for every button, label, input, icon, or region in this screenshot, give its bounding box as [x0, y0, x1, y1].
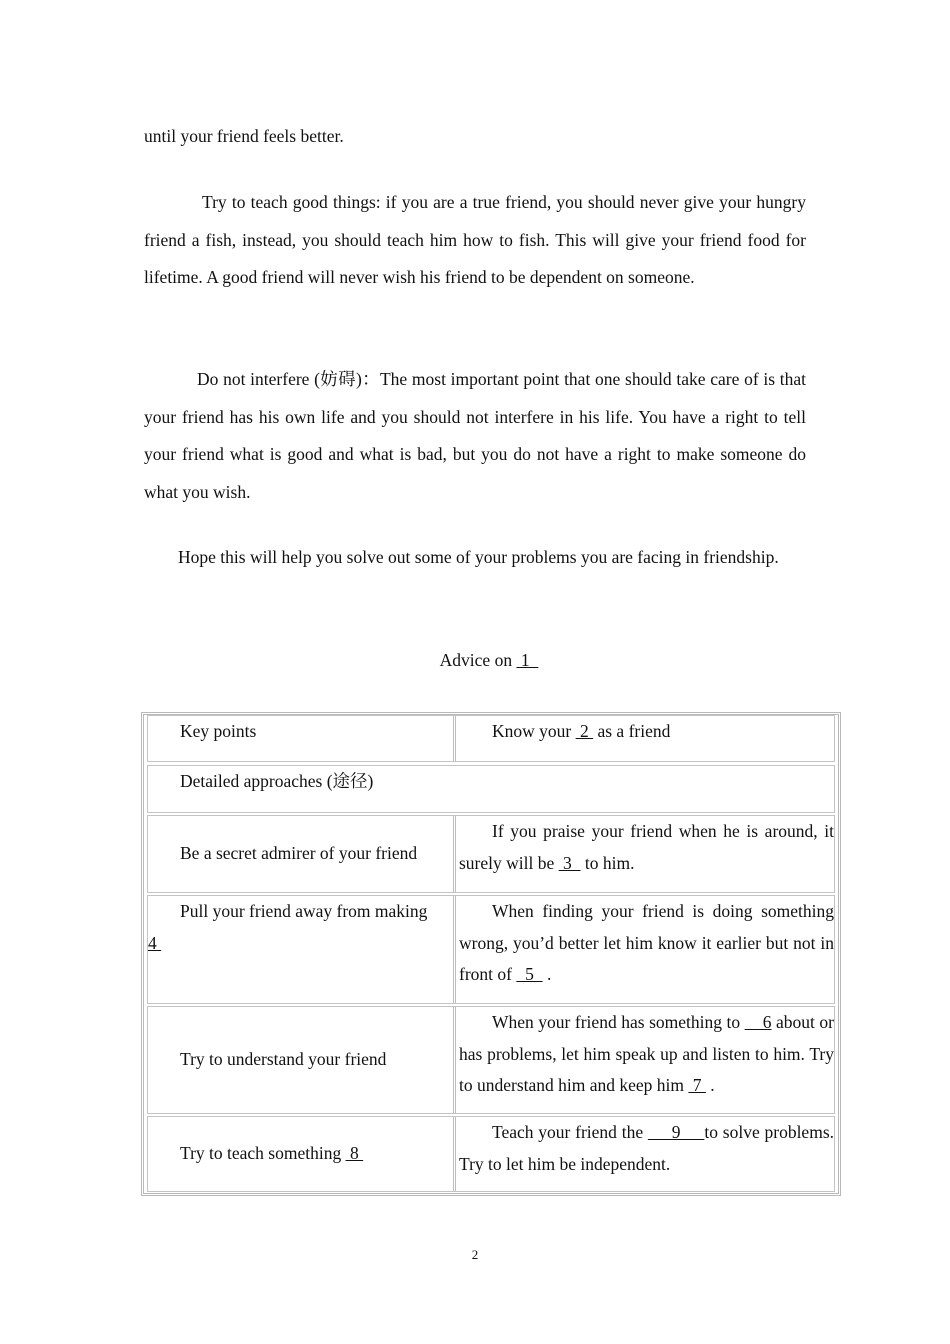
blank-7: 7: [688, 1075, 706, 1095]
table-row-secret-admirer: [147, 815, 835, 893]
cell-text: Be a secret admirer of your friend: [180, 843, 418, 864]
cell-understand-friend: [148, 1007, 456, 1113]
paragraph-continuation: until your friend feels better.: [144, 126, 344, 146]
paragraph-teach-good-things: Try to teach good things: if you are a true friend, you should never give your hungry friend a fish, instead, you should teach him how to fish. This will give your friend food for lifetime. A good friend will never wish his friend to be dependent on someone.: [144, 192, 806, 287]
advice-table: [141, 712, 841, 1196]
table-row-teach-something: [147, 1116, 835, 1192]
table-title: [0, 642, 950, 679]
cell-text: .: [705, 1075, 715, 1095]
cell-text: Teach your friend the: [492, 1122, 648, 1142]
title-blank-1: 1: [516, 650, 539, 670]
cell-teach-friend: [459, 1117, 834, 1191]
blank-6: 6: [744, 1012, 772, 1032]
cell-text: to him.: [580, 852, 635, 873]
blank-4: 4: [148, 932, 162, 953]
cell-detailed-approaches: [148, 766, 834, 812]
blank-8: 8: [345, 1143, 364, 1164]
cell-secret-admirer: [148, 816, 456, 892]
table-row-key-points: [147, 715, 835, 762]
blank-5: 5: [516, 964, 543, 984]
table-row-detailed-approaches: [147, 765, 835, 813]
paragraph-closing: Hope this will help you solve out some of your problems you are facing in friendship.: [178, 547, 779, 567]
cell-text: as a friend: [593, 721, 671, 741]
cell-text: to solve problems. Try to let him be independent.: [459, 1122, 834, 1174]
cell-text: If you praise your friend when he is around, it surely will be: [459, 821, 834, 873]
cell-key-points: [148, 716, 456, 761]
cell-speak-up: [459, 1007, 834, 1113]
cell-text: Detailed approaches (途径): [180, 771, 374, 791]
blank-9: 9: [647, 1122, 705, 1142]
cell-text: When your friend has something to: [492, 1012, 745, 1032]
cell-teach-something: [148, 1117, 456, 1191]
table-row-pull-away: [147, 895, 835, 1004]
cell-text: Know your: [492, 721, 576, 741]
paragraph-do-not-interfere: Do not interfere (妨碍)：The most important point that one should take care of is that your friend has his own life and you should not interfere in his life. You have a right to tell your friend what is good and what is bad, but you do not have a right to make someone do what you wish.: [144, 369, 806, 502]
cell-text: When finding your friend is doing something wrong, you’d better let him know it earlier but not in front of: [459, 901, 834, 984]
blank-3: 3: [558, 852, 581, 873]
cell-praise-friend: [459, 816, 834, 892]
page-number: 2: [471, 1247, 479, 1262]
cell-text: Try to understand your friend: [180, 1049, 387, 1070]
cell-text: Try to teach something: [180, 1143, 346, 1164]
cell-doing-wrong: [459, 896, 834, 1003]
cell-pull-away: [148, 896, 456, 1003]
cell-text: Key points: [180, 721, 257, 741]
cell-text: about or has problems, let him speak up and listen to him. Try to understand him and keep him: [459, 1012, 834, 1095]
table-row-understand: [147, 1006, 835, 1114]
cell-text: Pull your friend away from making: [180, 901, 428, 921]
title-text: Advice on: [439, 650, 517, 670]
blank-2: 2: [575, 721, 594, 741]
cell-text: .: [542, 964, 552, 984]
cell-know-your-friend: [459, 716, 834, 761]
